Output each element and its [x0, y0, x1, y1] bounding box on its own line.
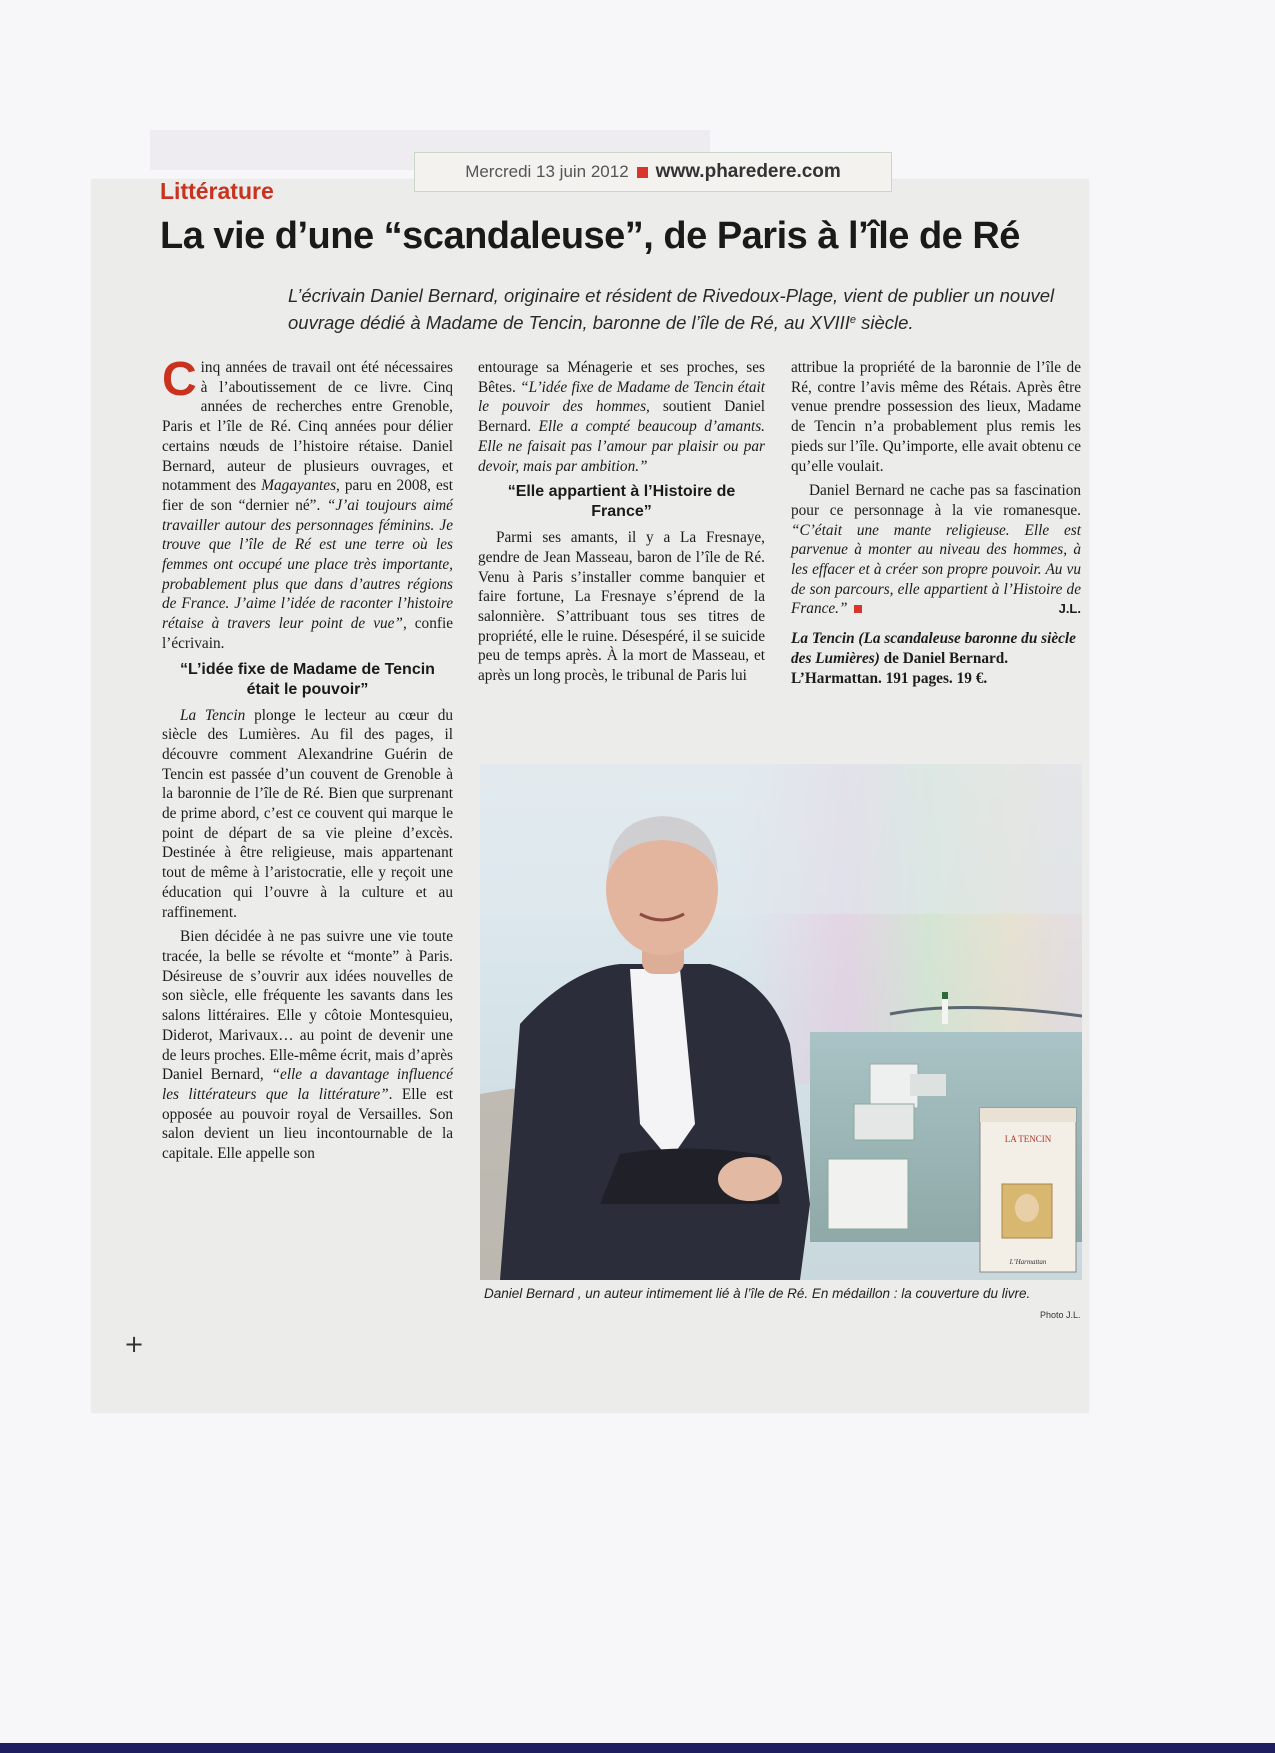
newspaper-header-strip	[414, 152, 892, 192]
article-headline: La vie d’une “scandaleuse”, de Paris à l’île de Ré	[160, 215, 1020, 257]
text-run: attribue la propriété de la baronnie de l’île de Ré, contre l’avis même des Rétais. Après être venue prendre possession des lieux, Madame de Tencin n’a probablement plus remis les pieds sur l’île. Qu’importe, elle avait obtenu ce qu’elle voulait.	[791, 359, 1081, 475]
text-run: Bien décidée à ne pas suivre une vie toute tracée, la belle se révolte et “monte” à Paris. Désireuse de s’ouvrir aux idées nouvelles de son siècle, elle fréquente les savants dans les salons littéraires. Elle y côtoie Montesquieu, Diderot, Marivaux… au point de devenir une de leurs proches. Elle-même écrit, mais d’après Daniel Bernard,	[162, 928, 453, 1084]
boat	[854, 1104, 914, 1140]
book-title-ref: Magayantes	[261, 477, 337, 495]
lede-end: siècle.	[856, 312, 914, 333]
paragraph	[791, 358, 1081, 476]
quote: “L’idée fixe de Madame de Tencin était le pouvoir des hommes,	[478, 378, 765, 416]
section-rubric: Littérature	[160, 178, 274, 204]
article-column-1	[162, 353, 453, 1169]
end-mark-icon	[854, 605, 862, 613]
text-run: , paru en 2008, est fier de son “dernier né”.	[162, 477, 453, 514]
lighthouse	[942, 998, 948, 1024]
text-run: inq années de travail ont été nécessaires à l’aboutissement de ce livre. Cinq années de recherches entre Grenoble, Paris et l’île de Ré. Cinq années pour délier certains nœuds de l’histoire rétaise. Daniel Bernard, auteur de plusieurs ouvrages, et notamment des	[162, 359, 453, 495]
book-cover-publisher: L’Harmattan	[1009, 1258, 1047, 1266]
issue-date: Mercredi 13 juin 2012	[465, 162, 629, 181]
photo-credit: Photo J.L.	[1040, 1310, 1081, 1320]
dropcap: C	[162, 353, 197, 406]
author-signature: J.L.	[1058, 601, 1081, 617]
quote: Elle a compté beaucoup d’amants. Elle ne faisait pas l’amour par plaisir ou par devoir, mais par ambition.”	[478, 418, 766, 475]
text-run: plonge le lecteur au cœur du siècle des Lumières. Au fil des pages, il découvre comment Alexandrine Guérin de Tencin est passée d’un couvent de Grenoble à la baronnie de l’île de Ré. Bien que surprenant de prime abord, c’est ce couvent qui marque le point de départ de sa vie pleine d’excès. Destinée à être religieuse, mais appartenant tout de même à l’aristocratie, elle y reçoit une éducation qui l’ouvre à la culture et au raffinement.	[162, 706, 453, 921]
article-column-2	[478, 358, 765, 691]
crosshair-mark-icon: +	[124, 1330, 145, 1358]
text-run: Parmi ses amants, il y a La Fresnaye, gendre de Jean Masseau, baron de l’île de Ré. Venu à Paris s’installer comme banquier et faire fortune, La Fresnaye s’éprend de la salonnière. S’attribuant tous ses titres de propriété, elle le ruine. Désespéré, il se suicide peu de temps après. À la mort de Masseau, et après un long procès, le tribunal de Paris lui	[478, 529, 765, 685]
text-run: . Elle est opposée au pouvoir royal de Versailles. Son salon devient un lieu incontournable de la capitale. Elle appelle son	[162, 1085, 453, 1163]
paragraph	[478, 358, 765, 476]
photo-illustration	[480, 764, 1082, 1280]
lede-text: L’écrivain Daniel Bernard, originaire et résident de Rivedoux-Plage, vient de publier un nouvel ouvrage dédié à Madame de Tencin, baronne de l’île de Ré, au XVIII	[288, 285, 1055, 333]
boat	[828, 1159, 908, 1229]
scan-bottom-bar	[0, 1743, 1275, 1753]
quote: “J’ai toujours aimé travailler autour des personnages féminins. Je trouve que l’île de Ré est une terre où les femmes ont occupé une place très importante, probablement plus que dans d’autres régions de France. J’aime l’idée de raconter l’histoire rétaise à travers leur point de vue”	[162, 496, 453, 633]
article-column-3	[791, 358, 1081, 688]
hand	[718, 1157, 782, 1201]
book-cover-title: LA TENCIN	[1004, 1134, 1052, 1144]
lede-superscript: e	[849, 314, 857, 326]
text-run: , confie l’écrivain.	[162, 615, 453, 652]
boat	[910, 1074, 946, 1096]
subheading: “L’idée fixe de Madame de Tencin était le pouvoir”	[180, 660, 435, 698]
paragraph	[162, 353, 453, 654]
lighthouse-top	[942, 992, 948, 999]
photo-caption: Daniel Bernard , un auteur intimement lié à l’île de Ré. En médaillon : la couverture du livre.	[484, 1286, 1031, 1301]
paragraph	[478, 528, 765, 686]
paragraph	[162, 706, 453, 923]
paragraph	[791, 481, 1081, 619]
book-title-ref: La Tencin	[180, 706, 246, 724]
book-reference	[791, 629, 1081, 688]
quote: “elle a davantage influencé les littérateurs que la littérature”	[162, 1066, 453, 1103]
book-info: de Daniel Bernard. L’Harmattan. 191 pages. 19 €.	[791, 649, 1009, 687]
paragraph	[162, 927, 453, 1163]
subheading: “Elle appartient à l’Histoire de France”	[507, 483, 736, 521]
faded-poster	[480, 764, 1082, 914]
newspaper-website: www.pharedere.com	[655, 161, 841, 182]
text-run: entourage sa Ménagerie et ses proches, ses Bêtes.	[478, 359, 765, 396]
book-title-ref: La Tencin (La scandaleuse baronne du siècle des Lumières)	[791, 630, 1076, 667]
article-lede	[288, 283, 1078, 335]
quote: “C’était une mante religieuse. Elle est parvenue à monter au niveau des hommes, à les effacer et à créer son propre pouvoir. Au vu de son parcours, elle appartient à l’Histoire de France.”	[791, 521, 1081, 618]
article-photo	[480, 764, 1082, 1280]
text-run: Daniel Bernard ne cache pas sa fascination pour ce personnage à la vie romanesque.	[791, 482, 1081, 519]
text-run: soutient Daniel Bernard.	[478, 398, 765, 436]
red-square-icon	[637, 167, 648, 178]
book-cover-inset	[980, 1108, 1076, 1272]
